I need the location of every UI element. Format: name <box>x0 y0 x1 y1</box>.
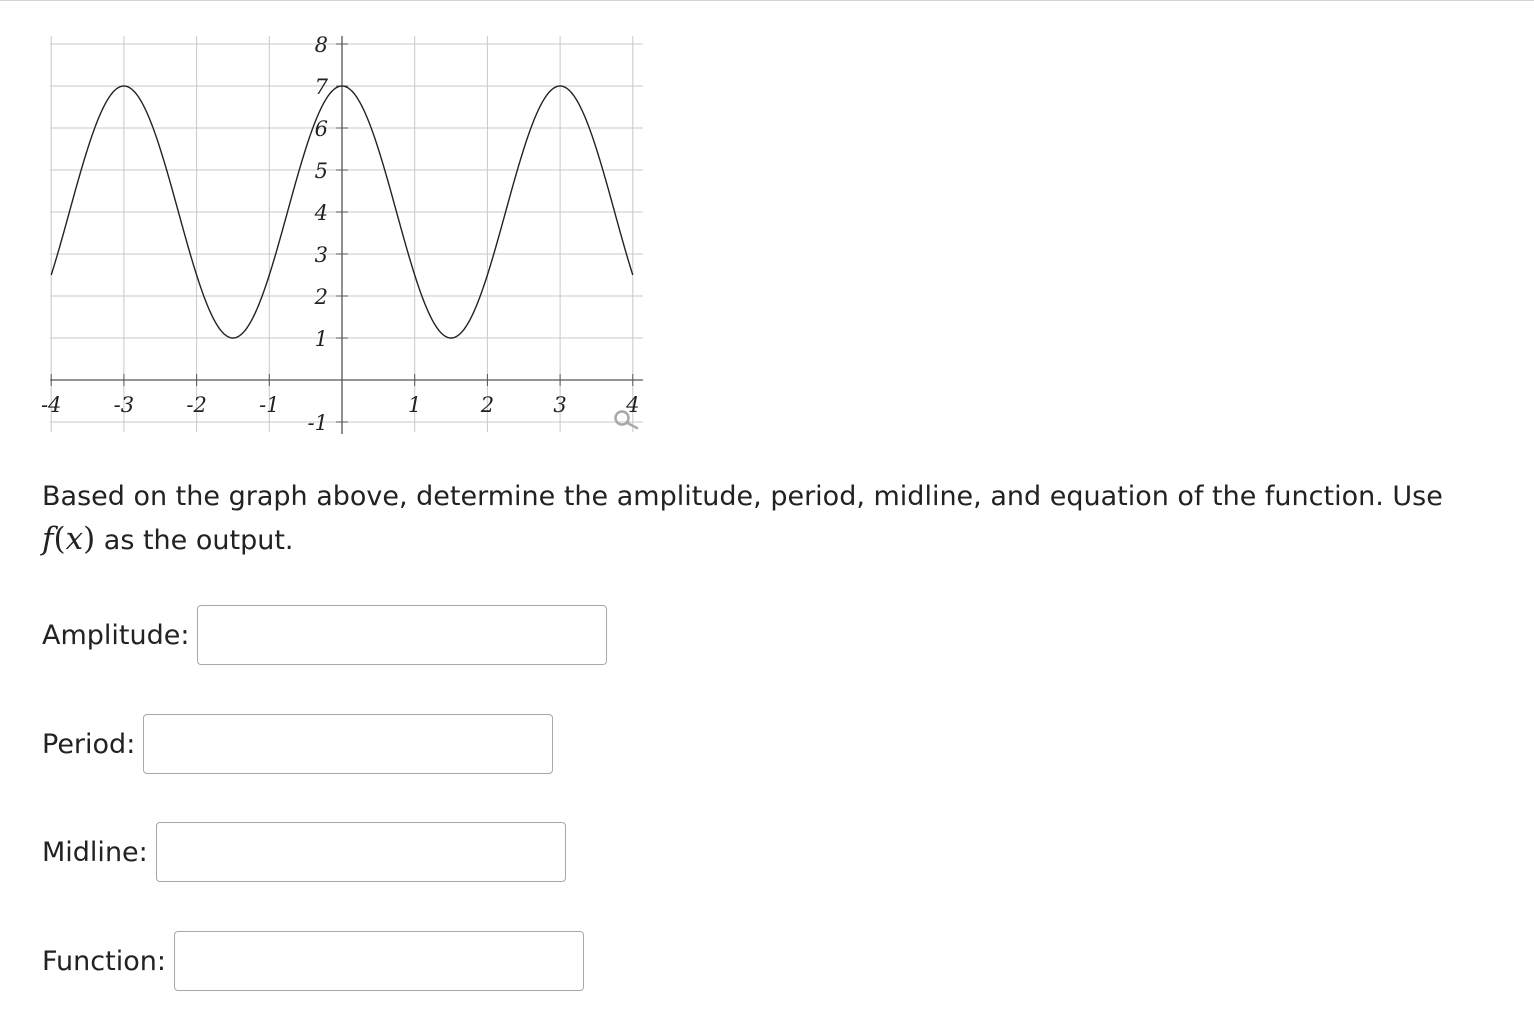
function-input[interactable] <box>174 931 584 991</box>
x-tick-label: 2 <box>480 393 495 417</box>
math-close-paren: ) <box>83 521 96 557</box>
graph-axes <box>50 36 643 434</box>
period-label: Period: <box>42 728 136 760</box>
amplitude-input[interactable] <box>197 605 607 665</box>
midline-input[interactable] <box>156 822 566 882</box>
y-tick-label: 1 <box>314 327 328 351</box>
question-text-end: as the output. <box>95 525 294 556</box>
function-label: Function: <box>42 945 166 977</box>
math-function-symbol: f <box>42 521 54 557</box>
y-tick-label: -1 <box>307 411 328 435</box>
x-tick-label: 3 <box>553 393 567 417</box>
y-tick-label: 3 <box>314 243 328 267</box>
function-graph <box>0 0 700 460</box>
question-text-start: Based on the graph above, determine the amplitude, period, midline, and equation of the function. Use <box>42 481 1443 512</box>
question-text <box>42 476 1502 562</box>
x-tick-label: -3 <box>113 393 135 417</box>
math-open-paren: ( <box>53 521 66 557</box>
x-tick-label: -1 <box>259 393 280 417</box>
x-tick-label: 4 <box>626 393 640 417</box>
y-tick-label: 6 <box>314 117 328 141</box>
midline-row <box>42 821 566 883</box>
y-tick-label: 4 <box>314 201 328 225</box>
amplitude-row <box>42 604 607 666</box>
math-variable: x <box>65 521 84 557</box>
x-tick-label: -2 <box>186 393 207 417</box>
period-input[interactable] <box>143 714 553 774</box>
period-row <box>42 713 553 775</box>
graph-tick-labels <box>41 33 640 435</box>
graph-grid <box>50 36 643 432</box>
x-tick-label: 1 <box>408 393 422 417</box>
y-tick-label: 8 <box>314 33 328 57</box>
amplitude-label: Amplitude: <box>42 619 190 651</box>
function-row <box>42 930 584 992</box>
y-tick-label: 5 <box>314 159 328 183</box>
midline-label: Midline: <box>42 836 148 868</box>
y-tick-label: 7 <box>314 75 328 99</box>
x-tick-label: -4 <box>40 393 62 417</box>
y-tick-label: 2 <box>314 285 328 309</box>
